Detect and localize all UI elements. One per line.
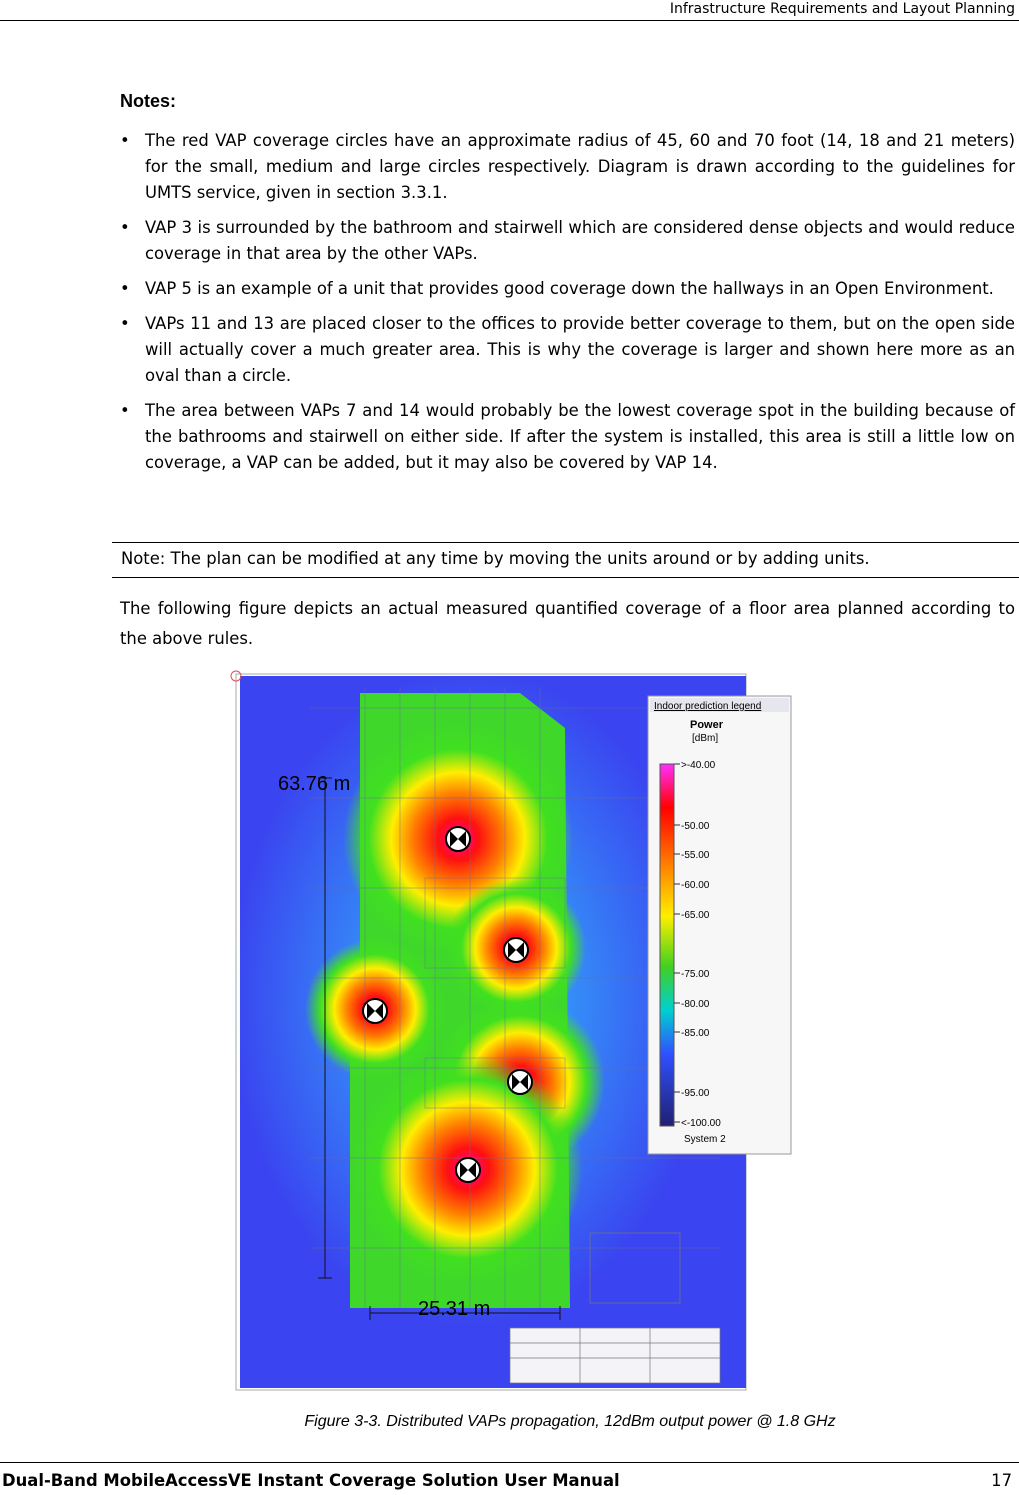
legend-tick-label: >-40.00 xyxy=(681,760,716,771)
vap-icon xyxy=(446,827,470,851)
legend-tick-label: -85.00 xyxy=(681,1028,710,1039)
legend-tick-label: <-100.00 xyxy=(681,1118,721,1129)
legend-system-label: System 2 xyxy=(684,1134,726,1145)
legend-tick-label: -60.00 xyxy=(681,880,710,891)
dimension-horizontal-label: 25.31 m xyxy=(418,1298,491,1320)
bullet-icon: • xyxy=(120,131,130,150)
vap-icon xyxy=(508,1070,532,1094)
vap-icon xyxy=(363,999,387,1023)
list-item: • The red VAP coverage circles have an approximate radius of 45, 60 and 70 foot (14, 18 and 21 meters) for the small, medium and large circles respectively. Diagram is drawn according to the guidelines for UMTS service, given in section 3.3.1. xyxy=(0,128,1019,206)
list-item: • The area between VAPs 7 and 14 would probably be the lowest coverage spot in the building because of the bathrooms and stairwell on either side. If after the system is installed, this area is still a little low on coverage, a VAP can be added, but it may also be covered by VAP 14. xyxy=(0,398,1019,476)
dimension-vertical-label: 63.76 m xyxy=(278,773,351,795)
legend-title: Indoor prediction legend xyxy=(654,701,762,712)
legend-unit-label: [dBm] xyxy=(692,733,719,744)
note-box xyxy=(112,542,1019,578)
bullet-icon: • xyxy=(120,218,130,237)
page-number: 17 xyxy=(991,1471,1012,1490)
legend-tick-label: -95.00 xyxy=(681,1088,710,1099)
intro-paragraph: The following figure depicts an actual measured quantified coverage of a floor area planned according to the above rules. xyxy=(120,599,1015,648)
bullet-icon: • xyxy=(120,279,130,298)
list-item: • VAP 3 is surrounded by the bathroom and stairwell which are considered dense objects and would reduce coverage in that area by the other VAPs. xyxy=(0,215,1019,267)
bullet-icon: • xyxy=(120,401,130,420)
vap-icon xyxy=(504,938,528,962)
list-item: • VAP 5 is an example of a unit that provides good coverage down the hallways in an Open Environment. xyxy=(0,276,1019,302)
vap-icon xyxy=(456,1158,480,1182)
notes-heading: Notes: xyxy=(120,91,177,111)
coverage-heatmap xyxy=(220,668,795,1392)
notes-list xyxy=(0,128,1019,485)
legend-color-scale xyxy=(660,764,674,1126)
header-title: Infrastructure Requirements and Layout Planning xyxy=(669,1,1015,17)
coverage-figure xyxy=(220,668,795,1392)
legend-tick-label: -80.00 xyxy=(681,999,710,1010)
legend-tick-label: -55.00 xyxy=(681,850,710,861)
list-item: • VAPs 11 and 13 are placed closer to the offices to provide better coverage to them, but on the open side will actually cover a much greater area. This is why the coverage is larger and shown here more as an oval than a circle. xyxy=(0,311,1019,389)
legend-tick-label: -65.00 xyxy=(681,910,710,921)
page-footer xyxy=(0,1462,1019,1495)
legend-tick-label: -75.00 xyxy=(681,969,710,980)
legend-tick-label: -50.00 xyxy=(681,821,710,832)
figure-caption: Figure 3-3. Distributed VAPs propagation, 12dBm output power @ 1.8 GHz xyxy=(304,1413,836,1430)
page-header xyxy=(0,0,1019,21)
bullet-icon: • xyxy=(120,314,130,333)
legend-panel xyxy=(648,696,791,1154)
footer-title: Dual-Band MobileAccessVE Instant Coverage Solution User Manual xyxy=(2,1471,620,1490)
legend-power-label: Power xyxy=(690,719,724,731)
note-text: Note: The plan can be modified at any time by moving the units around or by adding units. xyxy=(121,549,870,568)
